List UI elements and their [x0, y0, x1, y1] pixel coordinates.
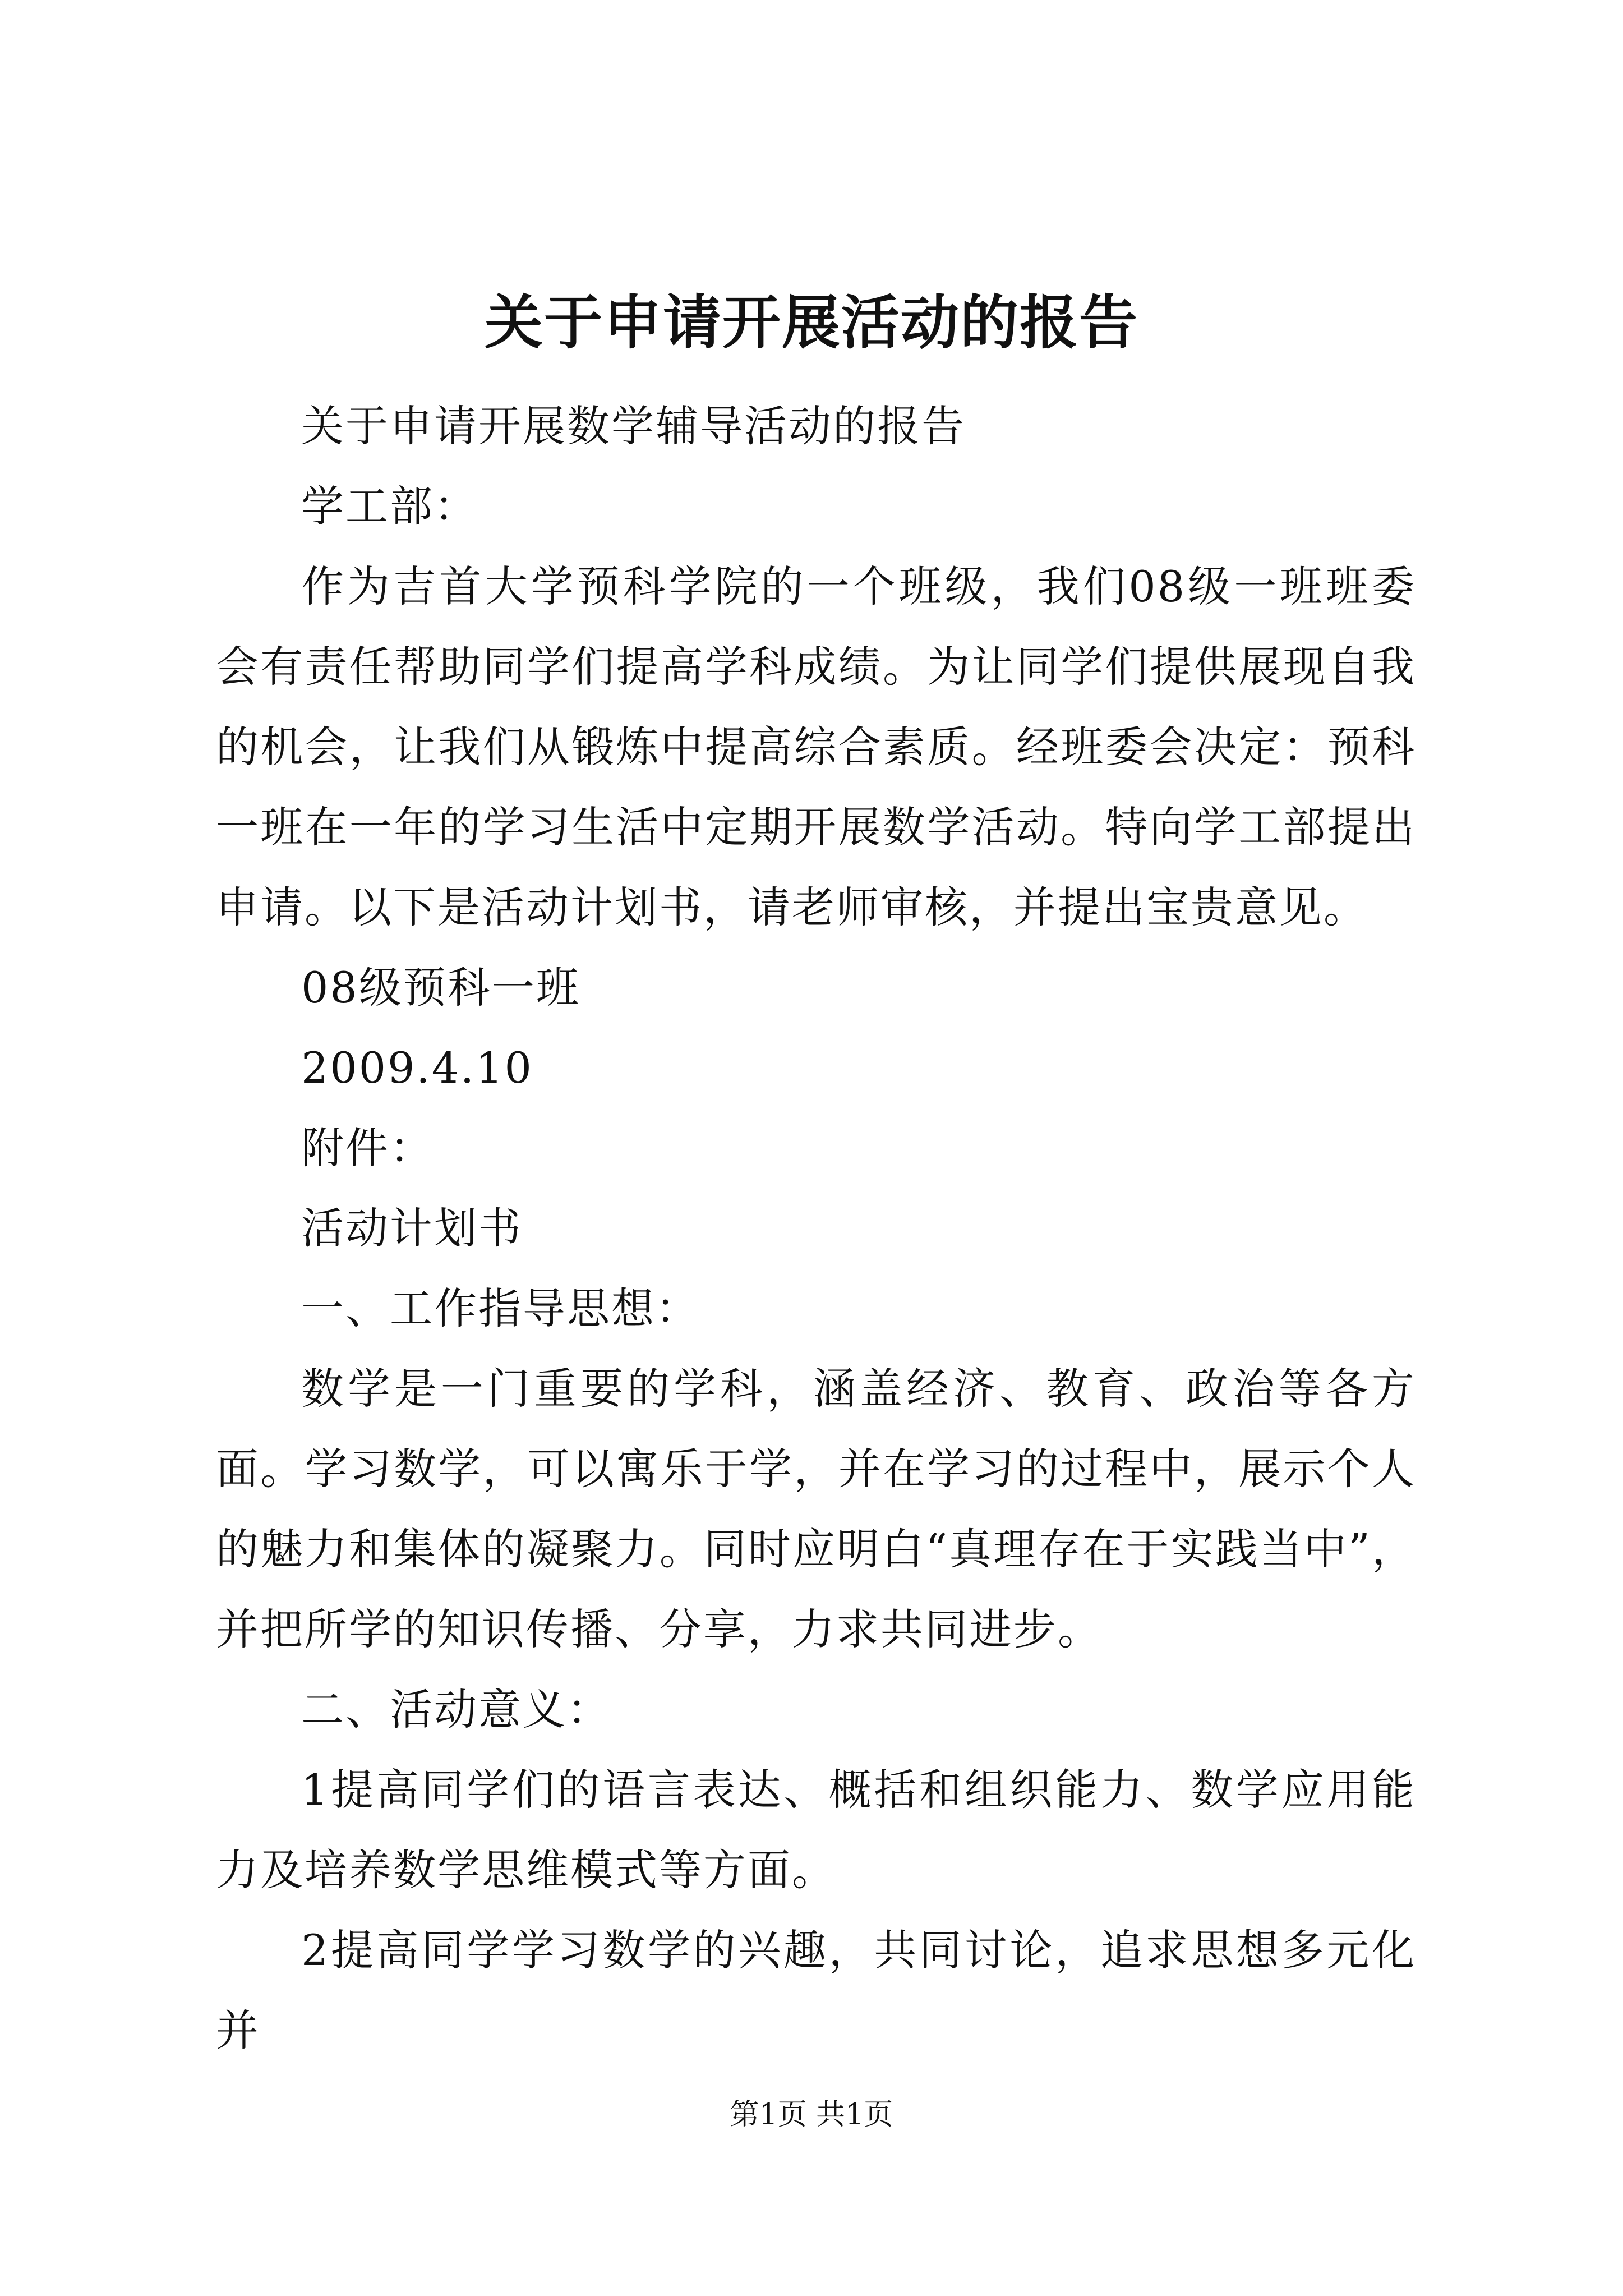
guiding-thought-paragraph: 数学是一门重要的学科，涵盖经济、教育、政治等各方面。学习数学，可以寓乐于学，并在学习的过程中，展示个人的魅力和集体的凝聚力。同时应明白“真理存在于实践当中”，并把所学的知识传播、分享，力求共同进步。 — [216, 1364, 1416, 1654]
attachment-label: 附件： — [301, 1123, 434, 1173]
recipient-line: 学工部： — [301, 481, 478, 531]
section-heading-guiding-thought: 一、工作指导思想： — [301, 1283, 700, 1333]
document-title: 关于申请开展活动的报告 — [484, 288, 1138, 357]
sender-line: 08级预科一班 — [301, 963, 580, 1013]
date-line: 2009.4.10 — [301, 1043, 533, 1093]
section-heading-significance: 二、活动意义： — [301, 1685, 611, 1734]
page-footer: 第1页 共1页 — [730, 2098, 893, 2132]
plan-title: 活动计划书 — [301, 1203, 523, 1253]
intro-paragraph: 作为吉首大学预科学院的一个班级，我们08级一班班委会有责任帮助同学们提高学科成绩。为让同学们提供展现自我的机会，让我们从锻炼中提高综合素质。经班委会决定：预科一班在一年的学习生活中定期开展数学活动。特向学工部提出申请。以下是活动计划书，请老师审核，并提出宝贵意见。 — [216, 562, 1416, 932]
subject-line: 关于申请开展数学辅导活动的报告 — [301, 401, 966, 451]
significance-item-1: 1提高同学们的语言表达、概括和组织能力、数学应用能力及培养数学思维模式等方面。 — [216, 1765, 1416, 1895]
document-body — [216, 386, 1416, 2070]
significance-item-2: 2提高同学学习数学的兴趣，共同讨论，追求思想多元化并 — [216, 1925, 1416, 2055]
